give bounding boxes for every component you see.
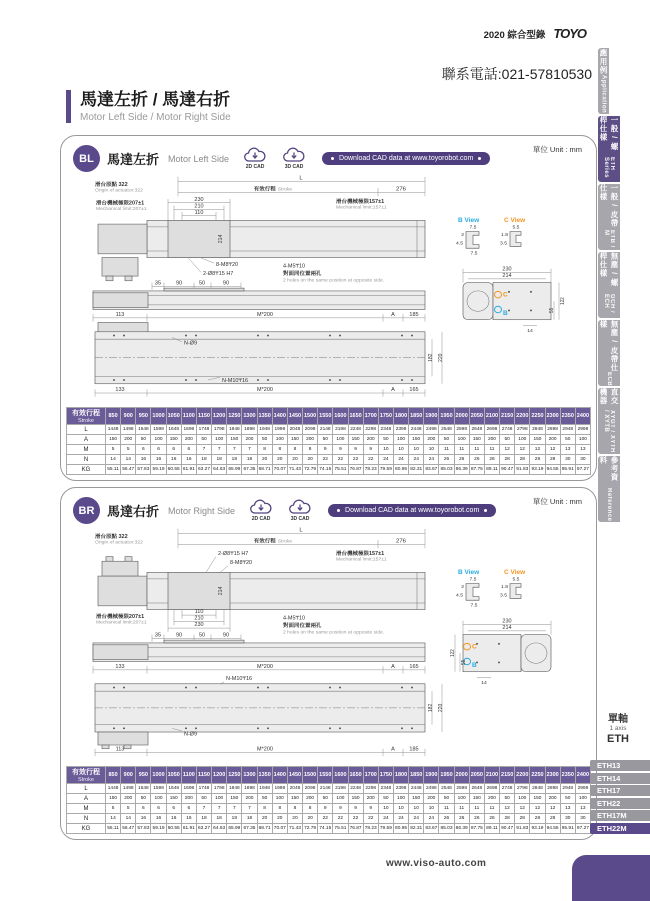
svg-text:55: 55 [461, 659, 468, 665]
bl-title: 馬達左折 [107, 152, 160, 167]
svg-text:55: 55 [549, 307, 556, 313]
pill-dot [484, 509, 487, 512]
cad-2d-icon[interactable]: 2D CAD [248, 499, 274, 522]
page-title: 馬達左折 / 馬達右折 [80, 90, 231, 109]
svg-text:有效行程Stroke: 有效行程 Stroke [253, 186, 293, 193]
sidebar-tab-ecb[interactable]: 無塵 / 皮帶仕樣 ECB [599, 320, 619, 386]
br-technical-drawing [68, 526, 587, 758]
svg-text:230: 230 [194, 197, 204, 203]
svg-text:A: A [391, 387, 395, 394]
cad-3d-icon[interactable]: 3D CAD [281, 147, 307, 170]
svg-text:2: 2 [461, 585, 464, 591]
svg-text:90: 90 [222, 280, 230, 287]
svg-text:L: L [299, 175, 303, 182]
svg-text:133: 133 [115, 387, 125, 394]
svg-text:7.5: 7.5 [469, 577, 477, 583]
svg-text:A: A [391, 664, 395, 670]
website-link[interactable]: www.viso-auto.com [386, 858, 487, 869]
svg-text:220: 220 [437, 703, 445, 713]
svg-text:M*200: M*200 [257, 746, 273, 753]
bl-title-en: Motor Left Side [168, 153, 230, 164]
svg-text:L: L [299, 527, 303, 534]
svg-text:133: 133 [115, 664, 125, 670]
svg-text:B: B [503, 310, 508, 317]
br-title: 馬達右折 [107, 504, 160, 519]
svg-text:122: 122 [560, 297, 567, 305]
catalog-edition [484, 26, 586, 41]
svg-text:1.8: 1.8 [501, 585, 508, 591]
svg-text:Mechanical limit:207±1: Mechanical limit:207±1 [96, 620, 147, 626]
corner-decoration [572, 855, 650, 901]
svg-text:滑台機械極限157±1: 滑台機械極限157±1 [336, 198, 385, 205]
br-header [73, 497, 496, 524]
svg-text:4.5: 4.5 [456, 241, 463, 247]
svg-text:滑台原點 322: 滑台原點 322 [95, 534, 128, 540]
svg-text:230: 230 [502, 266, 512, 273]
pill-dot [331, 157, 334, 160]
svg-text:14: 14 [481, 680, 487, 686]
svg-text:Mechanical limit:207±1: Mechanical limit:207±1 [96, 207, 147, 213]
download-cad-button[interactable]: Download CAD data at www.toyorobot.com [328, 504, 496, 517]
bl-header [73, 145, 490, 172]
stroke-table: 有效行程 Stroke 850 900 950 1000 1050 1100 1150 1200 1250 1300 1350 1400 1450 1500 1550 1600 1650 1700 1750 1800 1850 1900 1950 2000 2050 2100 2150 2200 2250 2300 2350 2400 L 1448 1498 1548 1598 1648 1698 1748 1798 1848 1898 1948 1998 2048 2098 2148 2198 2248 2298 2348 2398 2448 2498 2548 2598 2648 2698 2748 2798 2848 2898 2948 2998 A 150 200 50 100 150 200 50 100 150 200 50 100 150 200 50 100 150 200 50 100 150 200 50 100 150 200 50 100 150 200 50 100 M 5 5 6 6 6 6 7 7 7 7 8 8 8 8 9 9 9 9 10 10 10 10 11 11 11 11 12 12 12 12 13 13 N 14 14 16 16 16 16 18 18 18 18 20 20 20 20 22 22 22 22 24 24 24 24 26 26 26 26 28 28 28 28 30 30 KG 55.11 56.47 57.83 59.19 60.55 61.91 63.27 64.63 65.99 67.35 68.71 70.07 71.43 72.79 74.15 75.51 76.87 78.23 79.59 80.95 82.31 83.67 85.03 86.39 87.75 89.11 90.47 91.83 93.19 94.55 95.91 97.27 [66, 407, 591, 475]
bl-technical-drawing [68, 174, 587, 406]
svg-text:4.5: 4.5 [456, 593, 463, 599]
side-tab-index [598, 48, 650, 524]
svg-text:N-Ø9: N-Ø9 [184, 731, 198, 738]
page-title-block [66, 90, 231, 123]
svg-text:4-M5₸10: 4-M5₸10 [283, 615, 306, 622]
svg-text:5.5: 5.5 [512, 577, 520, 583]
svg-text:7.5: 7.5 [470, 603, 478, 609]
model-index [590, 760, 650, 835]
svg-text:230: 230 [194, 622, 204, 629]
svg-text:2-Ø8₸15 H7: 2-Ø8₸15 H7 [218, 550, 249, 557]
svg-text:214: 214 [217, 586, 225, 596]
svg-text:7.5: 7.5 [470, 251, 478, 257]
svg-text:N-M10₸16: N-M10₸16 [222, 378, 249, 384]
cad-3d-icon[interactable]: 3D CAD [287, 499, 313, 522]
model-button-eth13[interactable]: ETH13 [590, 760, 650, 771]
svg-text:90: 90 [175, 632, 183, 639]
svg-text:2 holes on the same position a: 2 holes on the same position at opposite side. [283, 278, 385, 284]
svg-text:276: 276 [396, 538, 406, 545]
pill-dot [478, 157, 481, 160]
model-button-eth22[interactable]: ETH22 [590, 798, 650, 809]
svg-text:B: B [472, 662, 477, 669]
axis-series: ETH [607, 733, 629, 745]
section-motor-right [60, 487, 597, 840]
svg-text:210: 210 [194, 615, 204, 622]
model-button-eth14[interactable]: ETH14 [590, 773, 650, 784]
svg-text:3.5: 3.5 [500, 241, 507, 247]
contact-phone: 聯系電話:021-57810530 [441, 66, 592, 82]
svg-text:110: 110 [194, 210, 204, 216]
svg-text:8-M8₸20: 8-M8₸20 [216, 262, 239, 268]
sidebar-tab-application[interactable]: 應用例 Application [599, 49, 608, 113]
svg-text:35: 35 [154, 632, 162, 639]
svg-text:滑台機械極限207±1: 滑台機械極限207±1 [96, 200, 145, 207]
svg-text:165: 165 [409, 664, 419, 670]
bl-stroke-table-container [66, 407, 591, 475]
svg-text:Origin of actuator:322: Origin of actuator:322 [95, 540, 143, 546]
svg-text:A: A [391, 746, 395, 753]
unit-label: 單位 Unit : mm [532, 145, 582, 154]
svg-text:185: 185 [409, 312, 419, 318]
svg-text:4-M5₸10: 4-M5₸10 [283, 263, 306, 270]
svg-text:2-Ø8₸15 H7: 2-Ø8₸15 H7 [203, 271, 234, 278]
svg-text:214: 214 [502, 273, 512, 279]
svg-text:5.5: 5.5 [512, 225, 520, 231]
svg-text:50: 50 [198, 280, 206, 287]
svg-text:滑台原點 322: 滑台原點 322 [95, 182, 128, 188]
svg-text:1.8: 1.8 [501, 233, 508, 239]
svg-text:90: 90 [222, 632, 230, 639]
svg-text:M*200: M*200 [257, 387, 273, 394]
sidebar-tab-xygt-xyth-xytb[interactable]: 直交機器 XYGT / XYTH / XYTB [599, 388, 619, 453]
svg-text:M*200: M*200 [257, 312, 273, 318]
br-title-en: Motor Right Side [168, 505, 236, 516]
svg-text:50: 50 [198, 632, 206, 639]
model-button-eth17m[interactable]: ETH17M [590, 810, 650, 821]
svg-text:210: 210 [194, 203, 204, 210]
svg-text:276: 276 [396, 186, 406, 193]
svg-text:N-M10₸16: N-M10₸16 [226, 676, 253, 682]
svg-text:122: 122 [450, 649, 457, 657]
svg-text:N-Ø9: N-Ø9 [184, 340, 198, 347]
svg-text:C: C [472, 643, 477, 651]
axis-group-en: 1 axis [609, 725, 627, 732]
svg-text:A: A [391, 312, 395, 318]
svg-text:14: 14 [527, 328, 533, 334]
sidebar-tab-reference[interactable]: 參考資料 Reference [599, 456, 619, 522]
sidebar-tab-gch-ech[interactable]: 無塵 / 螺桿仕樣 GCH / ECH [598, 252, 620, 318]
section-motor-left [60, 135, 597, 481]
page-subtitle: Motor Left Side / Motor Right Side [80, 111, 231, 123]
sidebar-tab-eth-series[interactable]: 一般 / 螺桿仕樣 ETH Series [598, 116, 620, 182]
svg-text:90: 90 [175, 280, 183, 287]
catalog-title: 2020 綜合型錄 [483, 30, 546, 41]
svg-text:有效行程Stroke: 有效行程 Stroke [253, 538, 293, 545]
svg-text:對面同位置兩孔: 對面同位置兩孔 [283, 271, 322, 278]
svg-text:185: 185 [409, 746, 419, 753]
svg-text:Mechanical limit:157±1: Mechanical limit:157±1 [336, 205, 387, 211]
svg-text:滑台機械極限207±1: 滑台機械極限207±1 [96, 614, 145, 620]
svg-text:C: C [503, 291, 508, 299]
svg-text:8-M8₸20: 8-M8₸20 [230, 560, 253, 566]
svg-text:230: 230 [502, 618, 512, 625]
svg-text:C View: C View [504, 569, 526, 577]
model-button-eth17[interactable]: ETH17 [590, 785, 650, 796]
svg-text:35: 35 [154, 280, 162, 287]
svg-text:220: 220 [437, 353, 445, 362]
svg-text:113: 113 [115, 312, 125, 318]
svg-text:7.5: 7.5 [469, 225, 477, 231]
svg-text:113: 113 [115, 746, 125, 753]
svg-text:214: 214 [217, 234, 225, 244]
svg-text:3.5: 3.5 [500, 593, 507, 599]
sidebar-tab-etb-m[interactable]: 一般 / 皮帶仕樣 ETB / M [599, 184, 619, 249]
axis-group-label [592, 710, 644, 745]
download-cad-button[interactable]: Download CAD data at www.toyorobot.com [322, 152, 490, 165]
model-button-eth22m[interactable]: ETH22M [590, 823, 650, 834]
bl-badge: BL [73, 145, 100, 172]
svg-text:182: 182 [427, 353, 435, 362]
svg-text:滑台機械極限157±1: 滑台機械極限157±1 [336, 550, 385, 557]
svg-text:165: 165 [409, 387, 419, 394]
svg-text:B View: B View [458, 569, 480, 577]
svg-text:214: 214 [502, 625, 512, 631]
svg-text:182: 182 [427, 703, 435, 713]
svg-text:C View: C View [504, 217, 526, 225]
svg-text:對面同位置兩孔: 對面同位置兩孔 [283, 623, 322, 630]
svg-text:2: 2 [461, 233, 464, 239]
svg-text:B View: B View [458, 217, 480, 225]
toyo-logo: TOYO [553, 26, 586, 41]
cad-2d-icon[interactable]: 2D CAD [242, 147, 268, 170]
svg-text:110: 110 [194, 609, 204, 616]
axis-group-zh: 單軸 [608, 714, 628, 725]
pill-dot [337, 509, 340, 512]
svg-text:Mechanical limit:157±1: Mechanical limit:157±1 [336, 557, 387, 563]
unit-label: 單位 Unit : mm [532, 497, 582, 506]
svg-text:M*200: M*200 [257, 664, 273, 670]
br-badge: BR [73, 497, 100, 524]
svg-text:Origin of actuator:322: Origin of actuator:322 [95, 188, 143, 194]
stroke-table: 有效行程 Stroke 850 900 950 1000 1050 1100 1150 1200 1250 1300 1350 1400 1450 1500 1550 1600 1650 1700 1750 1800 1850 1900 1950 2000 2050 2100 2150 2200 2250 2300 2350 2400 L 1448 1498 1548 1598 1648 1698 1748 1798 1848 1898 1948 1998 2048 2098 2148 2198 2248 2298 2348 2398 2448 2498 2548 2598 2648 2698 2748 2798 2848 2898 2948 2998 A 150 200 50 100 150 200 50 100 150 200 50 100 150 200 50 100 150 200 50 100 150 200 50 100 150 200 50 100 150 200 50 100 M 5 5 6 6 6 6 7 7 7 7 8 8 8 8 9 9 9 9 10 10 10 10 11 11 11 11 12 12 12 12 13 13 N 14 14 16 16 16 16 18 18 18 18 20 20 20 20 22 22 22 22 24 24 24 24 26 26 26 26 28 28 28 28 30 30 KG 55.11 56.47 57.83 59.19 60.55 61.91 63.27 64.63 65.99 67.35 68.71 70.07 71.43 72.79 74.15 75.51 76.87 78.23 79.59 80.95 82.31 83.67 85.03 86.39 87.75 89.11 90.47 91.83 93.19 94.55 95.91 97.27 [66, 766, 591, 834]
br-stroke-table-container [66, 766, 591, 834]
svg-text:2 holes on the same position a: 2 holes on the same position at opposite side. [283, 630, 385, 636]
